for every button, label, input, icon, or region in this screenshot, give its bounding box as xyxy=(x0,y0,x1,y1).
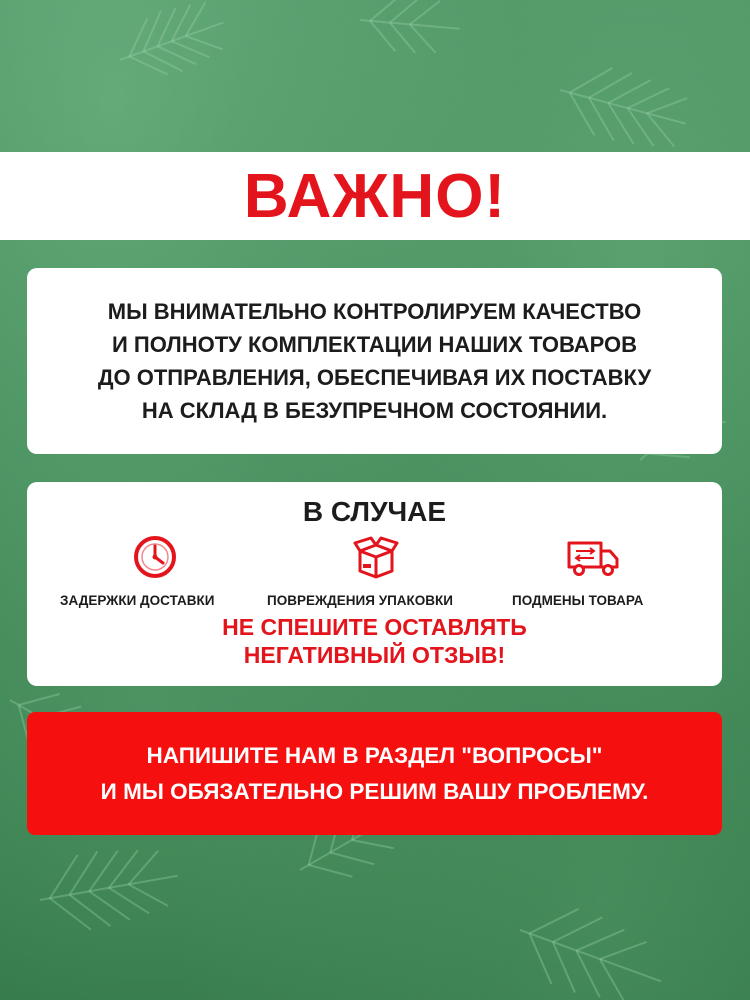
clock-icon xyxy=(131,533,179,581)
cta-line: И МЫ ОБЯЗАТЕЛЬНО РЕШИМ ВАШУ ПРОБЛЕМУ. xyxy=(100,778,649,804)
questions-cta-card xyxy=(27,712,722,835)
notice-line: НА СКЛАД В БЕЗУПРЕЧНОМ СОСТОЯНИИ. xyxy=(141,398,608,423)
truck-exchange-icon xyxy=(566,533,620,581)
notice-line: МЫ ВНИМАТЕЛЬНО КОНТРОЛИРУЕМ КАЧЕСТВО xyxy=(107,299,642,324)
cta-line: НАПИШИТЕ НАМ В РАЗДЕЛ "ВОПРОСЫ" xyxy=(146,742,603,768)
package-damage-label: ПОВРЕЖДЕНИЯ УПАКОВКИ xyxy=(267,593,453,608)
open-box-icon xyxy=(352,533,400,581)
notice-line: И ПОЛНОТУ КОМПЛЕКТАЦИИ НАШИХ ТОВАРОВ xyxy=(111,332,638,357)
important-banner xyxy=(0,152,750,240)
product-swap-label: ПОДМЕНЫ ТОВАРА xyxy=(512,593,644,608)
notice-line: ДО ОТПРАВЛЕНИЯ, ОБЕСПЕЧИВАЯ ИХ ПОСТАВКУ xyxy=(97,365,652,390)
delivery-delay-label: ЗАДЕРЖКИ ДОСТАВКИ xyxy=(60,593,215,608)
warning-line: НЕ СПЕШИТЕ ОСТАВЛЯТЬ xyxy=(222,614,527,640)
quality-notice-card xyxy=(27,268,722,454)
warning-line: НЕГАТИВНЫЙ ОТЗЫВ! xyxy=(243,642,506,668)
cases-heading: В СЛУЧАЕ xyxy=(302,496,447,527)
banner-title: ВАЖНО! xyxy=(243,161,507,231)
